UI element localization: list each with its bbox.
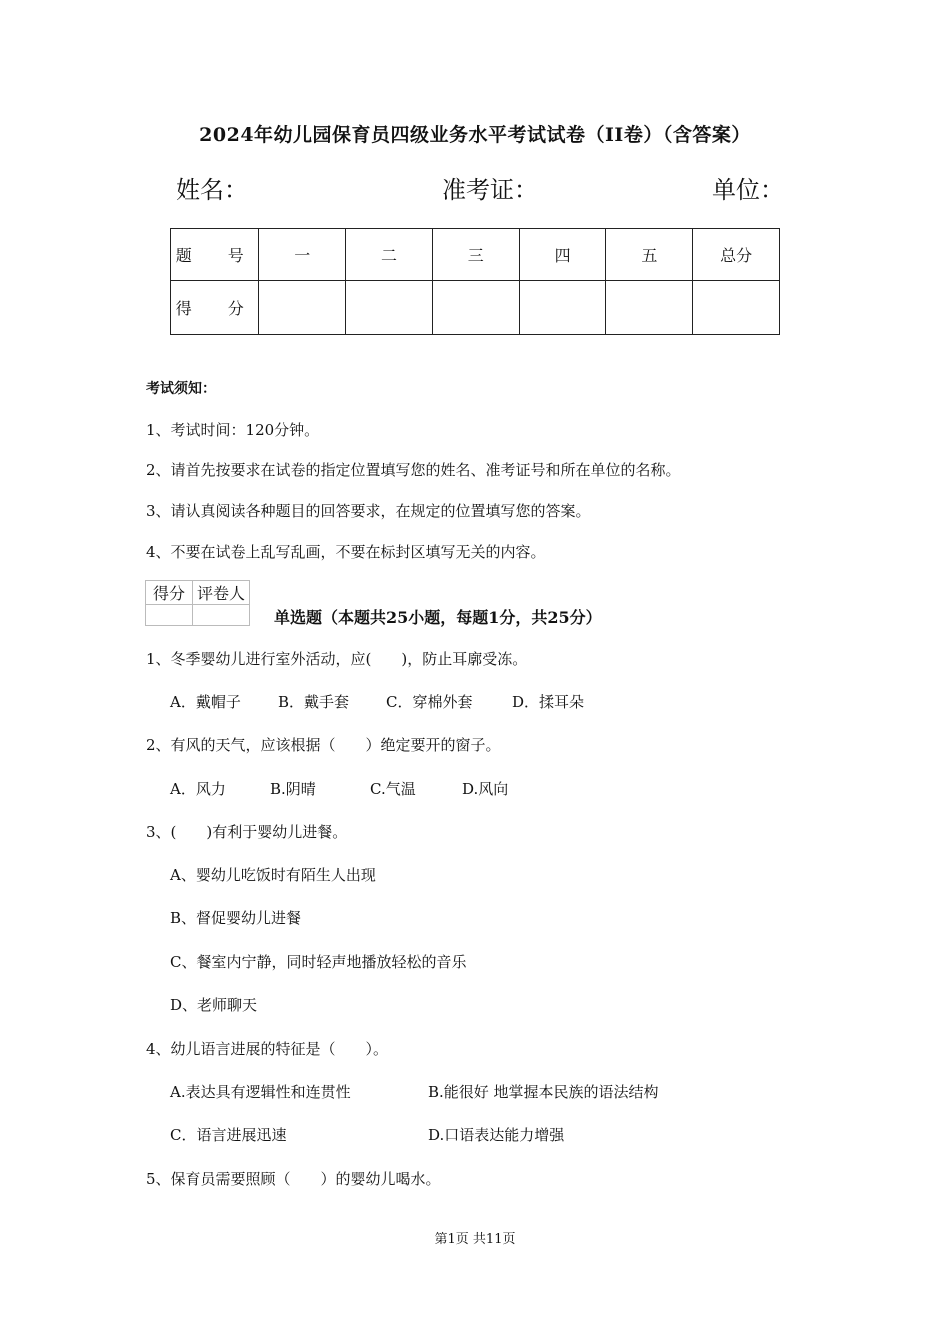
option: D、老师聊天 [170, 996, 258, 1014]
grader-score-label: 得分 [146, 581, 193, 605]
score-cell[interactable] [519, 281, 606, 335]
name-label: 姓名： [176, 176, 248, 204]
option: D.风向 [462, 780, 509, 798]
question-stem: 2、有风的天气，应该根据（ ）绝定要开的窗子。 [146, 736, 501, 754]
score-cell[interactable] [432, 281, 519, 335]
page-footer: 第1页 共11页 [434, 1232, 516, 1247]
page-title: 2024年幼儿园保育员四级业务水平考试试卷（II卷）（含答案） [199, 124, 751, 146]
score-header-cell: 五 [606, 229, 693, 281]
option: B、督促婴幼儿进餐 [170, 909, 302, 927]
question-stem: 4、幼儿语言进展的特征是（ ）。 [146, 1040, 389, 1058]
grader-name-label: 评卷人 [193, 581, 250, 605]
ticket-label: 准考证： [442, 176, 538, 204]
score-table-header-row [171, 229, 780, 281]
option: C、餐室内宁静，同时轻声地播放轻松的音乐 [170, 953, 467, 971]
section-title: 单选题（本题共25小题，每题1分，共25分） [274, 608, 602, 627]
notice-item: 1、考试时间：120分钟。 [146, 421, 320, 439]
score-table [170, 228, 780, 335]
option: D．揉耳朵 [512, 693, 585, 711]
score-cell[interactable] [606, 281, 693, 335]
score-cell[interactable] [259, 281, 346, 335]
unit-label: 单位： [712, 176, 784, 204]
question-stem: 1、冬季婴幼儿进行室外活动，应( )，防止耳廓受冻。 [146, 650, 528, 668]
option: B.阴晴 [270, 780, 316, 798]
notice-item: 4、不要在试卷上乱写乱画，不要在标封区填写无关的内容。 [146, 543, 546, 561]
option: C．语言进展迅速 [170, 1126, 287, 1144]
score-row-label: 得 分 [171, 281, 259, 335]
grader-score-cell[interactable] [146, 605, 193, 626]
option: C.气温 [370, 780, 416, 798]
grader-table [145, 580, 250, 626]
question-stem: 5、保育员需要照顾（ ）的婴幼儿喝水。 [146, 1170, 441, 1188]
notice-item: 3、请认真阅读各种题目的回答要求，在规定的位置填写您的答案。 [146, 502, 591, 520]
option: A、婴幼儿吃饭时有陌生人出现 [170, 866, 376, 884]
score-header-cell: 三 [432, 229, 519, 281]
score-header-cell: 题 号 [171, 229, 259, 281]
score-table-score-row [171, 281, 780, 335]
score-cell[interactable] [693, 281, 780, 335]
option: B．戴手套 [278, 693, 350, 711]
option: D.口语表达能力增强 [428, 1126, 565, 1144]
score-header-cell: 总分 [693, 229, 780, 281]
grader-name-cell[interactable] [193, 605, 250, 626]
score-header-cell: 二 [346, 229, 433, 281]
option: A．戴帽子 [170, 693, 241, 711]
score-cell[interactable] [346, 281, 433, 335]
score-header-cell: 四 [519, 229, 606, 281]
question-stem: 3、( )有利于婴幼儿进餐。 [146, 823, 348, 841]
option: B.能很好 地掌握本民族的语法结构 [428, 1083, 659, 1101]
option: A.表达具有逻辑性和连贯性 [170, 1083, 351, 1101]
notice-item: 2、请首先按要求在试卷的指定位置填写您的姓名、准考证号和所在单位的名称。 [146, 461, 681, 479]
notice-title: 考试须知： [146, 381, 216, 397]
option: C．穿棉外套 [386, 693, 473, 711]
option: A．风力 [170, 780, 226, 798]
score-header-cell: 一 [259, 229, 346, 281]
